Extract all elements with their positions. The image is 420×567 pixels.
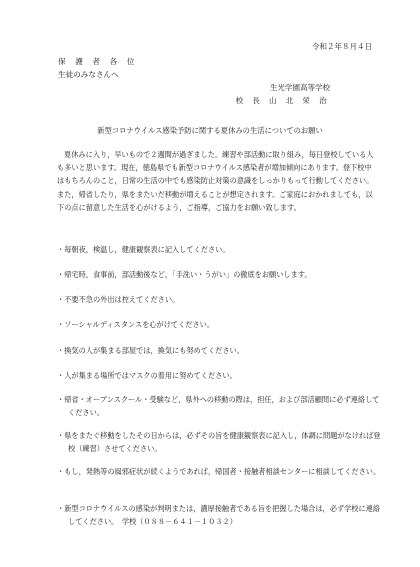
list-item-ventilation: ・換気の人が集まる部屋では，換気にも努めてください。: [57, 346, 244, 355]
notice-date: 令和２年８月４日: [312, 42, 372, 51]
list-item-infection-contact: ・新型コロナウイルスの感染が判明または，濃厚接触者である旨を把握した場合は，必ず学校に連絡してください。 学校（０８８－６４１－１０３２）: [57, 504, 381, 526]
list-item-fever: ・もし，発熱等の風邪症状が続くようであれば，帰国者・接触者相談センターに相談してください。: [57, 467, 381, 476]
list-item-temperature: ・毎朝夜，検温し，健康観察表に記入してください。: [57, 245, 230, 254]
list-item-travel-report: ・帰省・オープンスクール・受験など，県外への移動の際は，担任，および部活顧問に必ず連絡してください。: [57, 395, 380, 417]
recipient-students: 生徒のみなさんへ: [58, 70, 119, 79]
recipient-guardians: 保 護 者 各 位: [58, 57, 139, 66]
sender-principal: 校 長 山 北 栄 治: [235, 96, 330, 105]
notice-body: 夏休みに入り，早いもので２週間が過ぎました。練習や部活動に取り組み，毎日登校している人も多いと思います。現在，徳島県でも新型コロナウイルス感染者が増加傾向にあります。登下校中はもちろんのこと，日常の生活の中でも感染防止対策の意識をしっかりもって行動してください。また，帰省したり，県をまたいだ移動が増えることが想定されます。ご家庭におかれましても，以下の点に留意した生活を心がけるよう，ご指導，ご協力をお願い致します。: [57, 150, 374, 212]
list-item-handwashing: ・帰宅時，食事前，部活動後など，「手洗い・うがい」の徹底をお願いします。: [57, 270, 312, 279]
sender-school: 生光学園高等学校: [270, 83, 330, 92]
notice-title: 新型コロナウイルス感染予防に関する夏休みの生活についてのお願い: [97, 126, 323, 135]
list-item-health-log: ・県をまたぐ移動をしたその日からは，必ずその旨を健康観察表に記入し，体調に問題がなければ登校（練習）させてください。: [57, 431, 381, 453]
list-item-no-outings: ・不要不急の外出は控えてください。: [57, 295, 180, 304]
list-item-social-distance: ・ソーシャルディスタンスを心がけてください。: [57, 320, 215, 329]
list-item-masks: ・人が集まる場所ではマスクの着用に努めてください。: [57, 371, 237, 380]
